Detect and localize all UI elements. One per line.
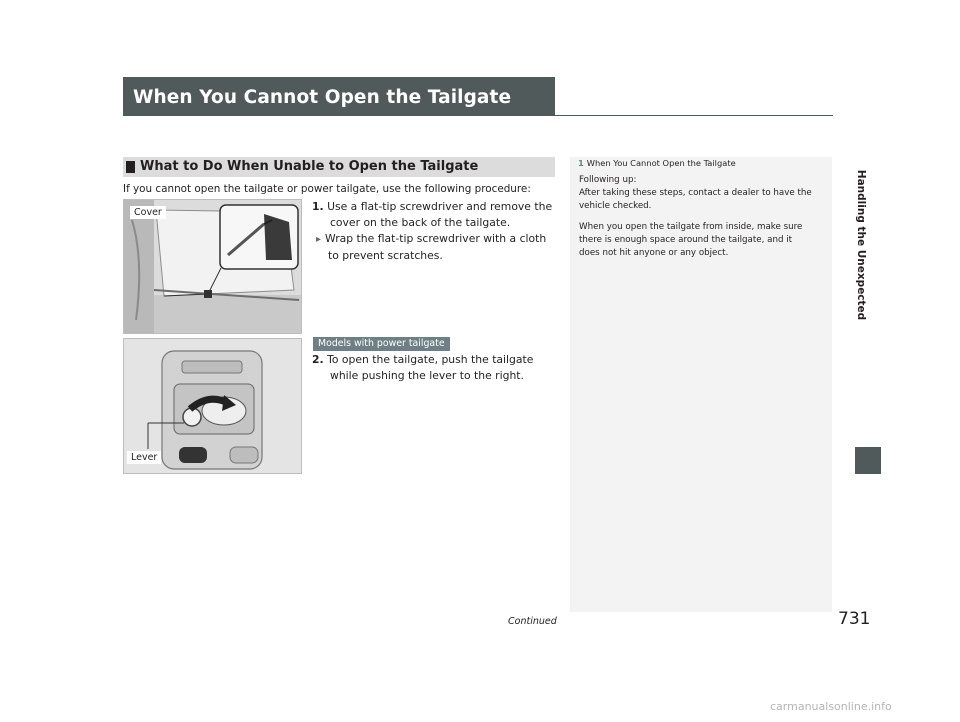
continued-label: Continued xyxy=(508,616,557,627)
lever-figure xyxy=(123,338,302,474)
page-number: 731 xyxy=(838,609,871,629)
step-1 xyxy=(312,199,557,231)
step-1-tip-line-1: Wrap the flat-tip screwdriver with a cloth xyxy=(325,232,547,245)
note-p2-line-3: does not hit anyone or any object. xyxy=(579,248,729,258)
chapter-side-tab xyxy=(846,40,876,450)
cover-label: Cover xyxy=(130,206,166,219)
step-2-line-1: To open the tailgate, push the tailgate xyxy=(327,353,534,366)
page-title-bar xyxy=(123,77,555,116)
cover-figure xyxy=(123,199,302,334)
chapter-side-label: Handling the Unexpected xyxy=(855,169,867,321)
title-divider xyxy=(123,115,833,116)
model-applicability-tag: Models with power tailgate xyxy=(313,337,450,351)
watermark: carmanualsonline.info xyxy=(770,700,892,713)
note-number: 1 xyxy=(578,158,584,168)
note-p1-line-2: After taking these steps, contact a dealer to have the xyxy=(579,188,812,198)
note-p2-line-1: When you open the tailgate from inside, make sure xyxy=(579,222,803,232)
step-1-number: 1. xyxy=(312,200,324,213)
step-1-tip xyxy=(316,231,556,264)
chapter-tab-marker xyxy=(855,447,881,474)
intro-text: If you cannot open the tailgate or power tailgate, use the following procedure: xyxy=(123,183,531,195)
note-heading-text: When You Cannot Open the Tailgate xyxy=(586,158,736,168)
step-1-tip-line-2: to prevent scratches. xyxy=(328,249,443,262)
step-2-number: 2. xyxy=(312,353,324,366)
section-heading-label: What to Do When Unable to Open the Tailgate xyxy=(140,159,479,174)
triangle-arrow-icon: ▸ xyxy=(316,234,322,245)
page-title: When You Cannot Open the Tailgate xyxy=(133,87,512,108)
note-p1-line-3: vehicle checked. xyxy=(579,201,652,211)
square-bullet-icon xyxy=(126,161,135,173)
note-body xyxy=(579,174,827,268)
tailgate-cover-illustration xyxy=(124,200,301,333)
section-heading xyxy=(123,157,555,177)
note-p1-line-1: Following up: xyxy=(579,175,637,185)
note-heading xyxy=(578,158,736,168)
step-2-line-2: while pushing the lever to the right. xyxy=(330,369,524,382)
lever-label: Lever xyxy=(127,451,161,464)
note-p2-line-2: there is enough space around the tailgate, and it xyxy=(579,235,793,245)
step-2 xyxy=(312,352,557,384)
step-1-line-1: Use a flat-tip screwdriver and remove the xyxy=(327,200,553,213)
step-1-line-2: cover on the back of the tailgate. xyxy=(330,216,511,229)
